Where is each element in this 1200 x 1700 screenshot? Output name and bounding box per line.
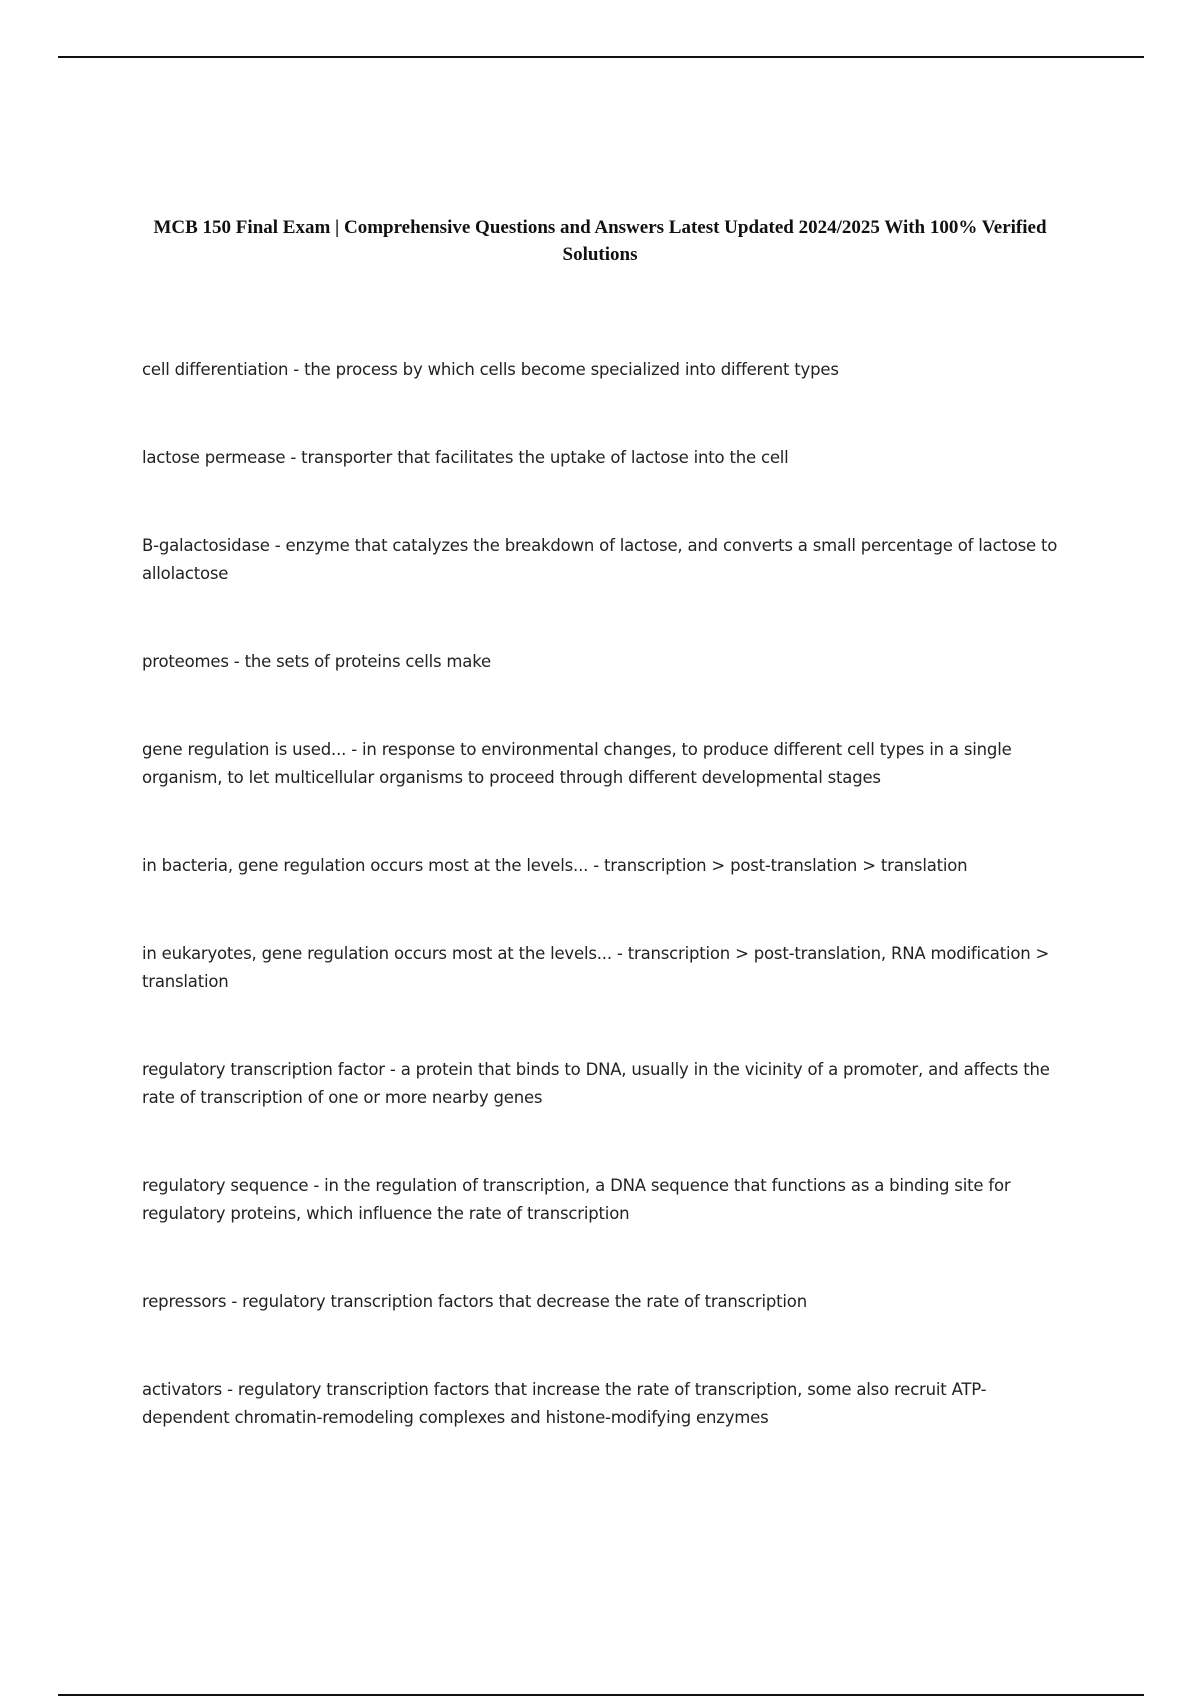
list-item: regulatory sequence - in the regulation of transcription, a DNA sequence that functions as a binding site for regulatory proteins, which influence the rate of transcription bbox=[142, 1176, 1011, 1223]
document-title: MCB 150 Final Exam | Comprehensive Questions and Answers Latest Updated 2024/2025 With 100% Verified Solutions bbox=[153, 217, 1047, 265]
list-item: in bacteria, gene regulation occurs most at the levels... - transcription > post-translation > translation bbox=[142, 856, 968, 875]
list-item: regulatory transcription factor - a protein that binds to DNA, usually in the vicinity of a promoter, and affects the rate of transcription of one or more nearby genes bbox=[142, 1060, 1050, 1107]
list-item: B-galactosidase - enzyme that catalyzes the breakdown of lactose, and converts a small percentage of lactose to allolactose bbox=[142, 536, 1058, 583]
bottom-divider bbox=[58, 1694, 1144, 1696]
flashcard-list bbox=[142, 356, 1072, 1492]
top-divider bbox=[58, 56, 1144, 58]
list-item: lactose permease - transporter that facilitates the uptake of lactose into the cell bbox=[142, 448, 789, 467]
list-item: in eukaryotes, gene regulation occurs most at the levels... - transcription > post-translation, RNA modification > translation bbox=[142, 944, 1050, 991]
list-item: gene regulation is used... - in response to environmental changes, to produce different cell types in a single organism, to let multicellular organisms to proceed through different developmental stages bbox=[142, 740, 1012, 787]
list-item: proteomes - the sets of proteins cells make bbox=[142, 652, 491, 671]
list-item: activators - regulatory transcription factors that increase the rate of transcription, some also recruit ATP-dependent chromatin-remodeling complexes and histone-modifying enzymes bbox=[142, 1380, 987, 1427]
list-item: cell differentiation - the process by which cells become specialized into different types bbox=[142, 360, 839, 379]
list-item: repressors - regulatory transcription factors that decrease the rate of transcription bbox=[142, 1292, 807, 1311]
